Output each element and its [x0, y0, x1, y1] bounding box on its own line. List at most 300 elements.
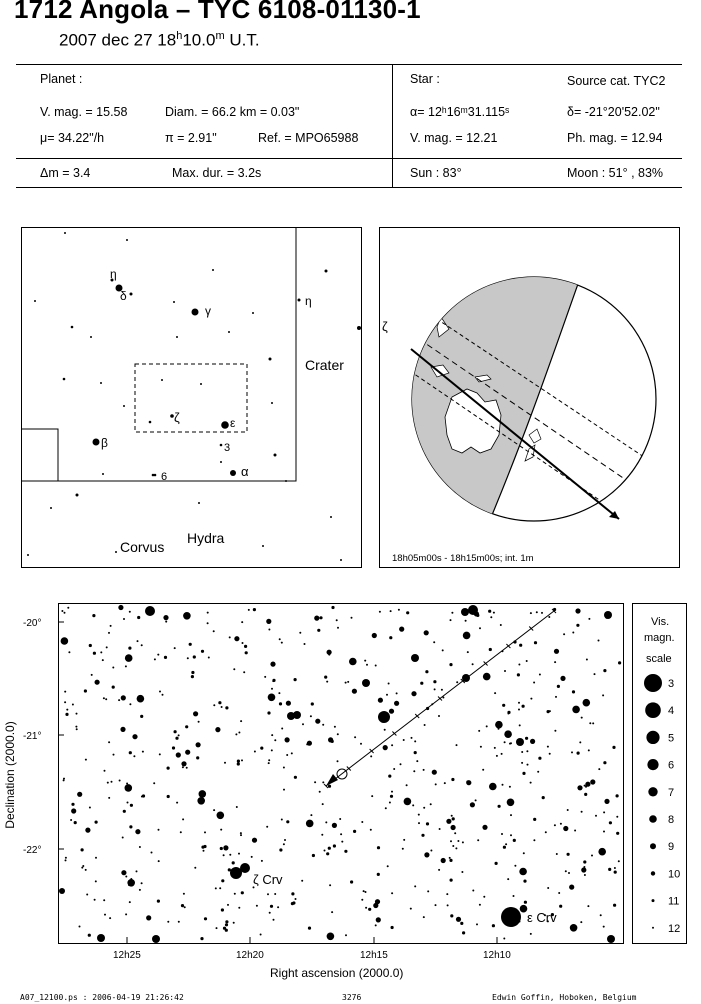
field-star	[595, 815, 597, 817]
field-star	[122, 837, 124, 839]
field-star	[559, 905, 562, 908]
field-star	[375, 924, 377, 926]
field-star	[286, 701, 291, 706]
field-star	[435, 783, 437, 785]
field-star	[126, 783, 128, 785]
field-star	[167, 795, 170, 798]
field-star	[281, 819, 283, 821]
field-star	[602, 694, 604, 696]
field-star	[441, 858, 446, 863]
field-star	[353, 830, 356, 833]
field-star	[86, 894, 88, 896]
field-star	[110, 625, 112, 627]
field-star	[271, 749, 273, 751]
legend-symbol	[645, 702, 661, 718]
label-alpha: α	[241, 464, 249, 479]
field-star	[139, 889, 141, 891]
field-star	[286, 754, 288, 756]
field-star	[585, 786, 587, 788]
field-star	[478, 730, 480, 732]
label-corvus: Corvus	[120, 539, 165, 555]
field-star	[479, 904, 481, 906]
field-star	[598, 640, 600, 642]
field-star	[129, 901, 131, 903]
field-star	[375, 665, 377, 667]
field-star	[351, 617, 353, 619]
bright-star	[516, 738, 524, 746]
field-star	[603, 761, 606, 764]
field-star	[312, 854, 315, 857]
field-star	[165, 621, 167, 623]
field-star	[325, 821, 327, 823]
field-star	[225, 923, 228, 926]
field-star	[467, 651, 469, 653]
field-star	[406, 784, 408, 786]
field-star	[423, 769, 425, 771]
field-star	[530, 782, 532, 784]
field-star	[432, 770, 437, 775]
field-star	[519, 868, 527, 876]
field-star	[337, 627, 339, 629]
field-star	[518, 709, 520, 711]
field-star	[462, 841, 464, 843]
field-star	[125, 913, 127, 915]
field-star	[446, 893, 448, 895]
field-star	[361, 821, 363, 823]
field-star	[104, 914, 106, 916]
field-star	[294, 776, 297, 779]
field-star	[581, 811, 583, 813]
bright-star	[293, 711, 301, 719]
field-star	[307, 741, 312, 746]
field-star	[539, 674, 541, 676]
legend-magnitude-label: 12	[668, 922, 681, 935]
field-star	[105, 698, 107, 700]
field-star	[193, 655, 196, 658]
field-star	[460, 922, 463, 925]
field-star	[229, 636, 231, 638]
field-star	[523, 852, 525, 854]
field-star	[412, 804, 414, 806]
field-star	[390, 795, 393, 798]
field-star	[414, 740, 416, 742]
field-star	[600, 914, 602, 916]
field-star	[284, 839, 286, 841]
field-star	[321, 834, 323, 836]
field-star	[465, 620, 467, 622]
field-star	[570, 924, 578, 932]
label-zeta: ζ	[174, 410, 180, 425]
field-star	[560, 676, 565, 681]
field-star	[554, 661, 556, 663]
field-star	[502, 704, 505, 707]
field-star	[241, 621, 243, 623]
field-star	[217, 812, 225, 820]
field-star	[618, 661, 621, 664]
field-star	[375, 899, 380, 904]
field-star	[67, 607, 69, 609]
label-3: 3	[224, 442, 231, 454]
field-star	[563, 826, 568, 831]
field-star	[591, 855, 593, 857]
field-star	[178, 921, 180, 923]
field-star	[103, 899, 105, 901]
field-star	[365, 891, 367, 893]
field-star	[391, 892, 393, 894]
field-star	[125, 654, 133, 662]
bright-star	[362, 679, 370, 687]
field-star	[189, 643, 192, 646]
field-star	[215, 727, 220, 732]
field-star	[489, 783, 497, 791]
field-star	[403, 839, 405, 841]
field-star	[451, 778, 454, 781]
field-star	[389, 802, 391, 804]
field-star	[575, 608, 580, 613]
field-star	[509, 786, 511, 788]
field-star	[456, 681, 458, 683]
legend-magnitude-label: 10	[668, 868, 681, 881]
field-star	[81, 867, 83, 869]
field-star	[571, 751, 573, 753]
field-star	[560, 823, 562, 825]
field-star	[502, 784, 504, 786]
label-epsilon-crv: ε Crv	[527, 910, 557, 925]
field-star	[109, 917, 111, 919]
star-6	[154, 474, 157, 477]
field-star	[306, 820, 314, 828]
field-star	[183, 893, 185, 895]
field-star	[118, 699, 120, 701]
field-star	[121, 695, 126, 700]
field-star	[207, 622, 209, 624]
legend-symbol	[649, 815, 657, 823]
field-star	[187, 657, 189, 659]
field-star	[489, 648, 492, 651]
field-star	[279, 638, 281, 640]
legend-symbol	[647, 759, 658, 770]
field-star	[274, 739, 276, 741]
field-star	[207, 612, 209, 614]
field-star	[354, 736, 356, 738]
field-star	[65, 859, 67, 861]
field-star	[254, 751, 256, 753]
field-star	[507, 799, 515, 807]
field-star	[572, 690, 575, 693]
field-star	[398, 609, 400, 611]
field-star	[371, 795, 373, 797]
field-star	[524, 901, 527, 904]
field-star	[88, 934, 91, 937]
field-star	[232, 861, 235, 864]
label-hydra: Hydra	[187, 530, 225, 546]
field-star	[310, 715, 312, 717]
field-star	[364, 660, 366, 662]
field-star	[457, 840, 459, 842]
legend-symbol	[650, 843, 656, 849]
constellation-map	[21, 227, 362, 568]
field-star	[197, 797, 205, 805]
field-star	[339, 818, 341, 820]
field-star	[609, 821, 612, 824]
label-beta: β	[101, 436, 108, 450]
field-star	[337, 760, 339, 762]
field-star	[505, 843, 507, 845]
field-star	[394, 701, 399, 706]
field-star	[413, 770, 415, 772]
legend-magnitude-label: 6	[668, 759, 675, 772]
x-tick-label: 12h15	[360, 950, 388, 961]
field-star	[462, 931, 465, 934]
field-star	[273, 919, 275, 921]
star-heading: Star :	[410, 72, 440, 86]
field-star	[162, 694, 164, 696]
field-star	[85, 869, 87, 871]
field-star	[294, 678, 297, 681]
field-star	[61, 637, 69, 645]
field-star	[238, 853, 240, 855]
field-star	[554, 824, 556, 826]
field-star	[94, 899, 96, 901]
field-star	[389, 636, 392, 639]
bright-star	[97, 934, 105, 942]
field-star	[534, 641, 537, 644]
field-star	[229, 854, 231, 856]
field-star	[423, 807, 425, 809]
field-star	[184, 906, 186, 908]
field-star	[268, 759, 270, 761]
field-star	[261, 860, 263, 862]
star-3	[220, 444, 223, 447]
field-star	[456, 744, 458, 746]
field-star	[404, 798, 412, 806]
field-star	[616, 794, 619, 797]
field-star	[107, 782, 109, 784]
field-star	[383, 745, 388, 750]
field-star	[488, 610, 491, 613]
field-star	[163, 615, 168, 620]
field-star	[224, 762, 226, 764]
field-star	[435, 904, 437, 906]
field-star	[302, 723, 304, 725]
field-star	[477, 839, 479, 841]
field-star	[157, 654, 159, 656]
field-star	[185, 750, 190, 755]
star-delta: δ= -21°20'52.02"	[567, 105, 660, 119]
field-star	[137, 640, 139, 642]
field-star	[598, 768, 600, 770]
field-star	[174, 647, 176, 649]
header-bottom-rule	[16, 187, 682, 188]
field-star	[324, 676, 327, 679]
field-star	[260, 747, 263, 750]
field-star	[271, 688, 273, 690]
field-star	[503, 938, 505, 940]
field-star	[391, 791, 393, 793]
field-star	[203, 850, 205, 852]
field-star	[396, 692, 398, 694]
field-star	[234, 636, 239, 641]
field-star	[614, 871, 617, 874]
field-star	[548, 616, 550, 618]
field-star	[181, 904, 184, 907]
field-star	[176, 752, 181, 757]
x-tick-label: 12h20	[236, 950, 264, 961]
field-star	[341, 841, 343, 843]
planet-pi: π = 2.91"	[165, 131, 217, 145]
field-star	[281, 728, 283, 730]
field-star	[219, 887, 221, 889]
field-star	[340, 833, 342, 835]
header-top-rule	[16, 64, 682, 65]
planet-heading: Planet :	[40, 72, 83, 86]
field-star	[95, 680, 100, 685]
max-duration: Max. dur. = 3.2s	[172, 166, 262, 180]
footer-author: Edwin Goffin, Hoboken, Belgium	[492, 993, 637, 1002]
field-star	[218, 701, 221, 704]
field-star	[418, 822, 420, 824]
field-star	[295, 898, 297, 900]
field-star	[347, 681, 349, 683]
star-vmag: V. mag. = 12.21	[410, 131, 498, 145]
field-star	[283, 843, 285, 845]
field-star	[446, 819, 451, 824]
field-star	[410, 908, 412, 910]
field-star	[545, 831, 547, 833]
page-title: 1712 Angola – TYC 6108-01130-1	[14, 0, 421, 24]
field-star	[618, 860, 620, 862]
field-star	[541, 612, 543, 614]
field-star	[368, 908, 371, 911]
field-star	[572, 706, 580, 714]
field-star	[174, 730, 177, 733]
moon-distance: Moon : 51° , 83%	[567, 166, 664, 180]
field-star	[310, 814, 312, 816]
field-star	[324, 850, 326, 852]
field-star	[510, 834, 512, 836]
field-star	[180, 831, 182, 833]
header-divider	[392, 64, 393, 188]
field-star	[571, 887, 573, 889]
field-star	[213, 809, 215, 811]
field-star	[549, 710, 551, 712]
field-star	[454, 832, 456, 834]
field-star	[128, 647, 131, 650]
field-star	[125, 784, 133, 792]
field-star	[475, 799, 477, 801]
field-star	[479, 627, 481, 629]
label-epsilon: ε	[230, 416, 236, 430]
field-star	[424, 852, 429, 857]
field-star	[277, 906, 279, 908]
field-star	[241, 759, 243, 761]
field-star	[283, 789, 285, 791]
field-star	[283, 767, 285, 769]
field-star	[547, 887, 549, 889]
field-star	[137, 695, 145, 703]
earth-globe-map	[379, 227, 680, 568]
field-star	[121, 870, 126, 875]
field-star	[181, 761, 186, 766]
globe-caption: 18h05m00s - 18h15m00s; int. 1m	[392, 553, 534, 564]
field-star	[311, 702, 314, 705]
field-star	[137, 616, 140, 619]
field-star	[616, 816, 618, 818]
field-star	[507, 878, 509, 880]
field-star	[112, 667, 114, 669]
field-star	[476, 923, 478, 925]
field-star	[183, 612, 191, 620]
planet-diam: Diam. = 66.2 km = 0.03"	[165, 105, 300, 119]
field-star	[141, 882, 143, 884]
field-star	[154, 658, 156, 660]
field-star	[102, 659, 104, 661]
bright-star	[145, 606, 155, 616]
bright-star	[411, 654, 419, 662]
field-star	[159, 753, 161, 755]
field-star	[104, 770, 106, 772]
field-star	[482, 825, 487, 830]
field-star	[112, 686, 115, 689]
field-star	[603, 926, 605, 928]
star-phmag: Ph. mag. = 12.94	[567, 131, 663, 145]
field-star	[333, 844, 336, 847]
field-star	[336, 619, 338, 621]
field-star	[370, 755, 372, 757]
bright-star	[604, 611, 612, 619]
field-star	[89, 807, 91, 809]
magnitude-legend	[632, 603, 687, 945]
field-star	[449, 857, 451, 859]
field-star	[141, 796, 143, 798]
field-star	[123, 618, 125, 620]
field-star	[252, 838, 257, 843]
field-star	[65, 713, 68, 716]
label-delta: δ	[120, 289, 127, 303]
legend-symbol	[652, 899, 655, 902]
field-star	[85, 828, 90, 833]
field-star	[193, 711, 198, 716]
field-star	[158, 829, 160, 831]
field-star	[95, 821, 98, 824]
field-star	[208, 657, 210, 659]
field-star	[434, 688, 436, 690]
field-star	[376, 917, 381, 922]
field-star	[411, 737, 413, 739]
field-star	[118, 605, 123, 610]
field-star	[319, 616, 322, 619]
field-star	[331, 911, 333, 913]
field-star	[100, 651, 102, 653]
field-star	[337, 733, 339, 735]
field-star	[598, 848, 606, 856]
field-star	[450, 879, 453, 882]
field-star	[308, 927, 311, 930]
field-star	[326, 852, 329, 855]
x-axis-label: Right ascension (2000.0)	[270, 966, 404, 980]
field-star	[225, 929, 228, 932]
field-star	[84, 689, 87, 692]
field-star	[389, 709, 394, 714]
field-star	[425, 670, 428, 673]
field-star	[450, 619, 452, 621]
legend-symbol	[646, 731, 659, 744]
field-star	[199, 790, 207, 798]
bright-star	[468, 605, 478, 615]
bright-star	[152, 935, 160, 943]
field-star	[513, 839, 516, 842]
field-star	[240, 834, 242, 836]
